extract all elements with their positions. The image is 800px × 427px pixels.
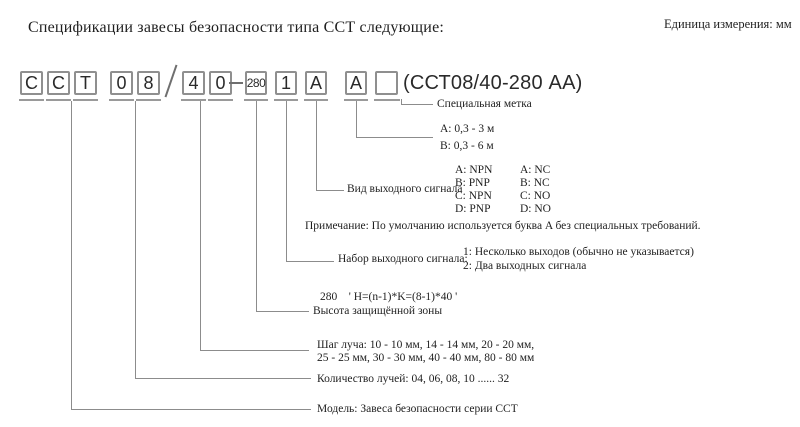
output-type-row (455, 177, 551, 190)
code-box-a1: A (305, 71, 327, 95)
connector-count-vertical (135, 101, 136, 379)
code-box-0a: 0 (110, 71, 133, 95)
output-set-options (463, 245, 694, 273)
underline-4 (181, 99, 206, 101)
output-set-option-2: 2: Два выходных сигнала (463, 260, 587, 272)
connector-model-horizontal (71, 409, 311, 410)
connector-set-vertical (286, 101, 287, 262)
underline-c1 (19, 99, 44, 101)
output-type-cell: C: NPN (455, 190, 492, 202)
underline-t (73, 99, 98, 101)
output-type-cell: D: NO (520, 203, 551, 215)
output-type-row (455, 164, 551, 177)
output-type-table (455, 164, 551, 216)
output-type-cell: D: PNP (455, 203, 491, 215)
beam-count-label: Количество лучей: 04, 06, 08, 10 ...... 32 (317, 373, 510, 385)
code-box-280: 280 (245, 71, 267, 95)
model-label: Модель: Завеса безопасности серии ССТ (317, 403, 518, 415)
underline-special (374, 99, 400, 101)
connector-step-vertical (200, 101, 201, 351)
code-box-special-empty (375, 71, 398, 95)
output-type-row (455, 203, 551, 216)
output-type-cell: A: NPN (455, 164, 493, 176)
output-type-cell: C: NO (520, 190, 551, 202)
output-type-cell: B: NC (520, 177, 550, 189)
connector-height-vertical (256, 101, 257, 312)
beam-step-line1: Шаг луча: 10 - 10 мм, 14 - 14 мм, 20 - 20 мм, (317, 339, 535, 351)
connector-height-horizontal (256, 311, 309, 312)
height-formula: 280 ' H=(n-1)*K=(8-1)*40 ' (320, 291, 458, 303)
default-note: Примечание: По умолчанию используется буква A без специальных требований. (305, 220, 701, 232)
range-option-b: B: 0,3 - 6 м (440, 140, 494, 152)
underline-c2 (46, 99, 71, 101)
connector-range-vertical (356, 101, 357, 138)
output-set-label: Набор выходного сигнала: (338, 253, 468, 265)
output-type-cell: B: PNP (455, 177, 490, 189)
connector-type-vertical (316, 101, 317, 191)
connector-special-horizontal (401, 104, 433, 105)
connector-model-vertical (71, 101, 72, 410)
output-set-option-1: 1: Несколько выходов (обычно не указывается) (463, 246, 694, 258)
code-box-8: 8 (137, 71, 160, 95)
underline-0a (109, 99, 134, 101)
page-title: Спецификации завесы безопасности типа ССТ следующие: (28, 19, 445, 36)
range-options (440, 121, 494, 155)
underline-0b (208, 99, 233, 101)
connector-set-horizontal (286, 261, 334, 262)
height-label: Высота защищённой зоны (313, 305, 443, 317)
output-type-label: Вид выходного сигнала (347, 183, 463, 195)
beam-step-label (317, 339, 534, 365)
dash-separator (229, 82, 243, 84)
code-box-c1: C (20, 71, 43, 95)
example-code: (ССТ08/40-280 АА) (403, 72, 583, 94)
underline-8 (136, 99, 161, 101)
code-box-4: 4 (182, 71, 205, 95)
code-box-a2: A (345, 71, 367, 95)
unit-note: Единица измерения: мм (664, 17, 792, 31)
beam-step-line2: 25 - 25 мм, 30 - 30 мм, 40 - 40 мм, 80 - 80 мм (317, 352, 535, 364)
output-type-cell: A: NC (520, 164, 551, 176)
code-box-c2: C (47, 71, 70, 95)
code-box-t: T (74, 71, 97, 95)
connector-type-horizontal (316, 190, 344, 191)
code-box-1: 1 (275, 71, 297, 95)
range-option-a: A: 0,3 - 3 м (440, 123, 495, 135)
code-box-0b: 0 (209, 71, 232, 95)
connector-range-horizontal (356, 137, 433, 138)
connector-count-horizontal (135, 378, 311, 379)
special-mark-label: Специальная метка (437, 98, 532, 110)
connector-step-horizontal (200, 350, 309, 351)
output-type-row (455, 190, 551, 203)
slash-separator (165, 65, 178, 98)
